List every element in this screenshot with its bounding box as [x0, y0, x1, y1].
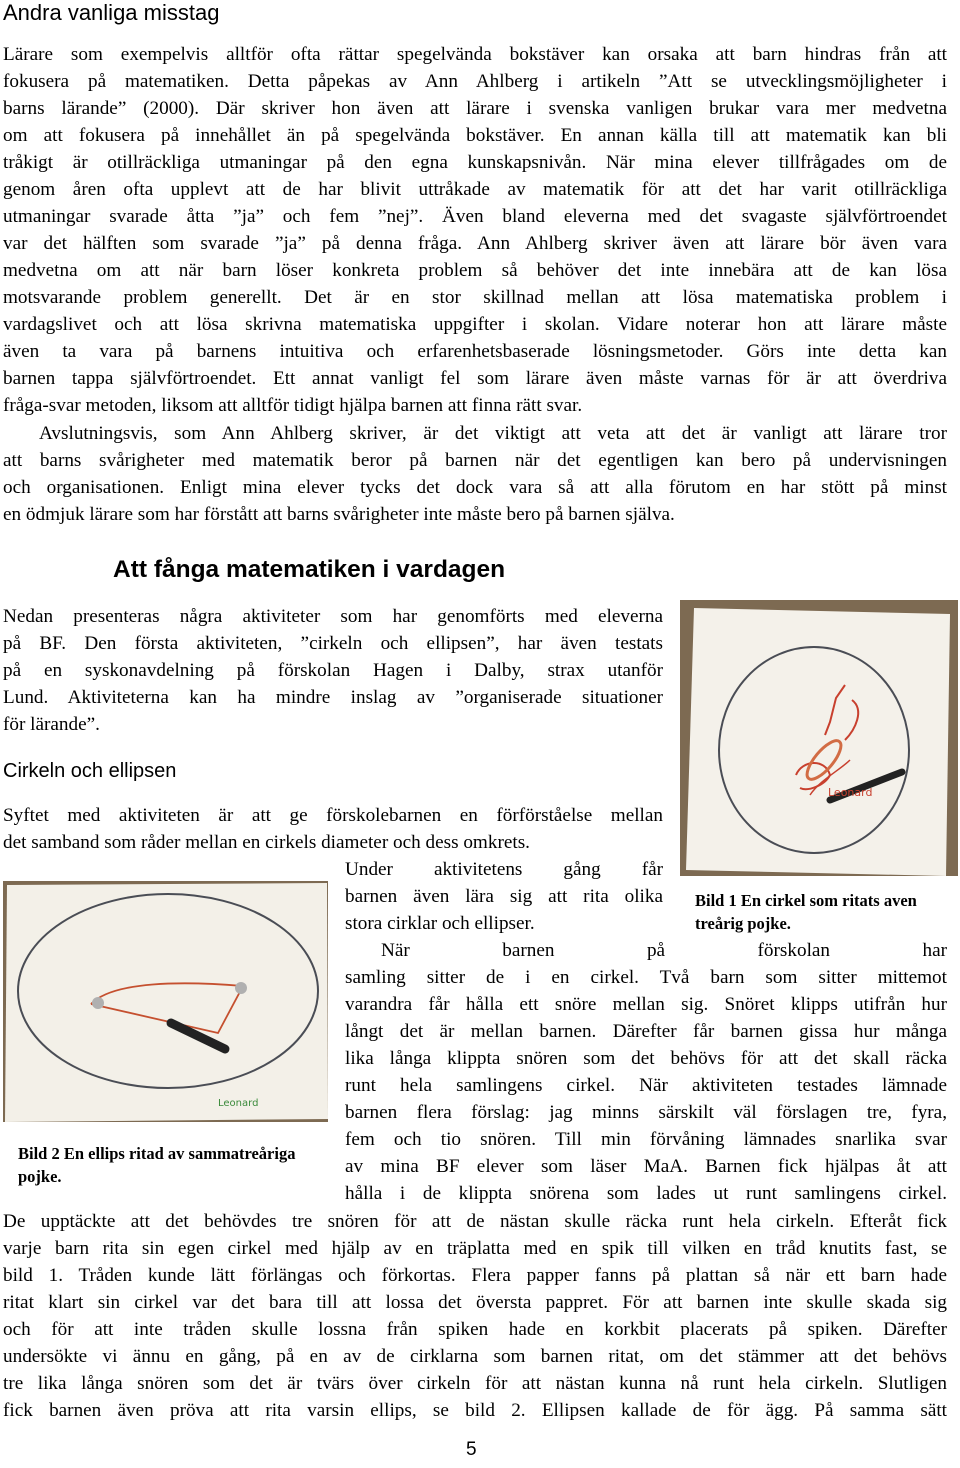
text-line: lika långa klippta snören som det behövs för att det skall räcka: [345, 1048, 947, 1069]
text-line: Bild 2 En ellips ritad av samma: [18, 1144, 239, 1163]
text-line: fem och tio snören. Till min förvåning lämnades snarlika svar: [345, 1129, 947, 1150]
text-line: om att fokusera på innehållet än på spegelvända bokstäver. En annan källa till att matematik kan bli: [3, 125, 947, 146]
text-line: genom åren ofta upplevt att de har blivit uttråkade av matematik för att det har varit otillräckliga: [3, 179, 947, 200]
text-line: barns lärande” (2000). Där skriver hon även att lärare i svenska vanligen brukar vara mer medvetna: [3, 98, 947, 119]
text-line: Lärare som exempelvis alltför ofta rättar spegelvända bokstäver kan orsaka att barn hindras från att: [3, 44, 947, 65]
circle-drawing-image: [680, 600, 958, 876]
text-line: och för att inte tråden skulle lossna från spiken hade en korkbit placerats på spiken. Därefter: [3, 1319, 947, 1340]
text-line: Avslutningsvis, som Ann Ahlberg skriver, är det viktigt att veta att det är vanligt att lärare tror: [39, 423, 947, 444]
text-line: stora cirklar och ellipser.: [345, 913, 535, 934]
text-line: tre lika långa snören som det är tvärs över cirkeln för att nästan kunna nå runt hela cirkeln. Slutligen: [3, 1373, 947, 1394]
text-line: vardagslivet och att lösa skrivna matematiska uppgifter i skolan. Vidare noterar hon att lärare måste: [3, 314, 947, 335]
text-line: Under aktivitetens gång får: [345, 859, 663, 880]
text-line: fråga-svar metoden, liksom att alltför tidigt hjälpa barnen att finna rätt svar.: [3, 395, 583, 416]
text-line: barnen flera förslag: jag minns särskilt väl förslagen tre, fyra,: [345, 1102, 947, 1123]
section-heading: Andra vanliga misstag: [3, 0, 220, 25]
text-line: Nedan presenteras några aktiviteter som har genomförts med eleverna: [3, 606, 663, 627]
text-line: på BF. Den första aktiviteten, ”cirkeln och ellipsen”, har även testats: [3, 633, 663, 654]
text-line: fokusera på matematiken. Detta påpekas av Ann Ahlberg i artikeln ”Att se utvecklingsmöjligheter i: [3, 71, 947, 92]
text-line: barnen tappa självförtroendet. Ett annat vanligt fel som lärare även måste varnas för är att överdriva: [3, 368, 947, 389]
text-line: var det hälften som svarade ”ja” på denna fråga. Ann Ahlberg skriver även att lärare bör även vara: [3, 233, 947, 254]
section-heading: Cirkeln och ellipsen: [3, 760, 177, 782]
text-line: runt hela samlingens cirkel. När aktiviteten testades lämnade: [345, 1075, 947, 1096]
text-line: fick barnen även pröva att rita varsin ellips, se bild 2. Ellipsen kallade de för ägg. På samma sätt: [3, 1400, 947, 1421]
text-line: bild 1. Tråden kunde lätt förlängas och förkortas. Flera papper fanns på plattan så när ett barn hade: [3, 1265, 947, 1286]
text-line: Bild 1 En cirkel som ritats av: [695, 891, 901, 910]
text-line: och organisationen. Enligt mina elever tycks det dock vara så att alla förutom en har stött på minst: [3, 477, 947, 498]
text-line: på en syskonavdelning på förskolan Hagen i Dalby, strax utanför: [3, 660, 663, 681]
ellipse-drawing-image: [3, 881, 328, 1122]
text-line: varandra får hålla ett snöre mellan sig. Snöret klipps utifrån hur: [345, 994, 947, 1015]
text-line: ritat klart sin cirkel var det bara till att lossa det översta pappret. För att barnen inte skulle skada sig: [3, 1292, 947, 1313]
figure-caption: [18, 1142, 318, 1188]
text-line: av mina BF elever som läser MaA. Barnen fick hjälpas åt att: [345, 1156, 947, 1177]
text-line: barnen även lära sig att rita olika: [345, 886, 663, 907]
text-line: De upptäckte att det behövdes tre snören för att de nästan skulle räcka runt hela cirkeln. Efteråt fick: [3, 1211, 947, 1232]
paragraph: [3, 802, 663, 856]
text-line: medvetna om att när barn löser konkreta problem så behöver det inte innebära att de kan lösa: [3, 260, 947, 281]
text-line: det samband som råder mellan en cirkels diameter och dess omkrets.: [3, 832, 530, 853]
paragraph: [345, 937, 947, 1207]
text-line: När barnen på förskolan har: [381, 940, 947, 961]
text-line: hålla i de klippta snörena som lades ut runt samlingens cirkel.: [345, 1183, 947, 1204]
text-line: tråkigt är otillräckliga utmaningar på den egna kunskapsnivån. När mina elever tillfrågades om de: [3, 152, 947, 173]
text-line: Lund. Aktiviteterna kan ha mindre inslag av ”organiserade situationer: [3, 687, 663, 708]
text-line: att barns svårigheter med matematik beror på barnen när det egentligen kan bero på undervisningen: [3, 450, 947, 471]
text-line: Syftet med aktiviteten är att ge förskolebarnen en förförståelse mellan: [3, 805, 663, 826]
text-line: utmaningar svarade åtta ”ja” och fem ”nej”. Även bland eleverna med det svagaste självförtroendet: [3, 206, 947, 227]
figure-caption: [695, 889, 957, 935]
photo-ellipse-drawing: [3, 881, 328, 1122]
paragraph: [3, 1208, 947, 1424]
text-line: treåriga pojke.: [18, 1144, 296, 1186]
section-heading: Att fånga matematiken i vardagen: [113, 556, 506, 583]
paragraph: [3, 41, 947, 419]
text-line: varje barn rita sin egen cirkel med hjälp av en träplatta med en spik till vilken en tråd knutits fast, se: [3, 1238, 947, 1259]
photo-circle-drawing: [680, 600, 958, 876]
signature-text: Leonard: [218, 1098, 259, 1109]
text-line: för lärande”.: [3, 714, 100, 735]
text-line: en ödmjuk lärare som har förstått att barns svårigheter inte måste bero på barnen själva.: [3, 504, 675, 525]
text-line: långt det är mellan barnen. Därefter får barnen gissa hur många: [345, 1021, 947, 1042]
text-line: en treårig pojke.: [695, 891, 917, 933]
text-line: samling sitter de i en cirkel. Två barn som sitter mittemot: [345, 967, 947, 988]
paragraph: [345, 856, 663, 937]
text-line: undersökte vi ännu en gång, på en av de cirklarna som barnen ritat, om det stämmer att det behövs: [3, 1346, 947, 1367]
text-line: motsvarande problem generellt. Det är en stor skillnad mellan att lösa matematiska problem i: [3, 287, 947, 308]
text-line: även ta vara på barnens intuitiva och erfarenhetsbaserade lösningsmetoder. Görs inte detta kan: [3, 341, 947, 362]
paragraph: [3, 420, 947, 528]
signature-text: Leonard: [828, 786, 873, 799]
paragraph: [3, 603, 663, 738]
page-number: 5: [466, 1439, 477, 1460]
